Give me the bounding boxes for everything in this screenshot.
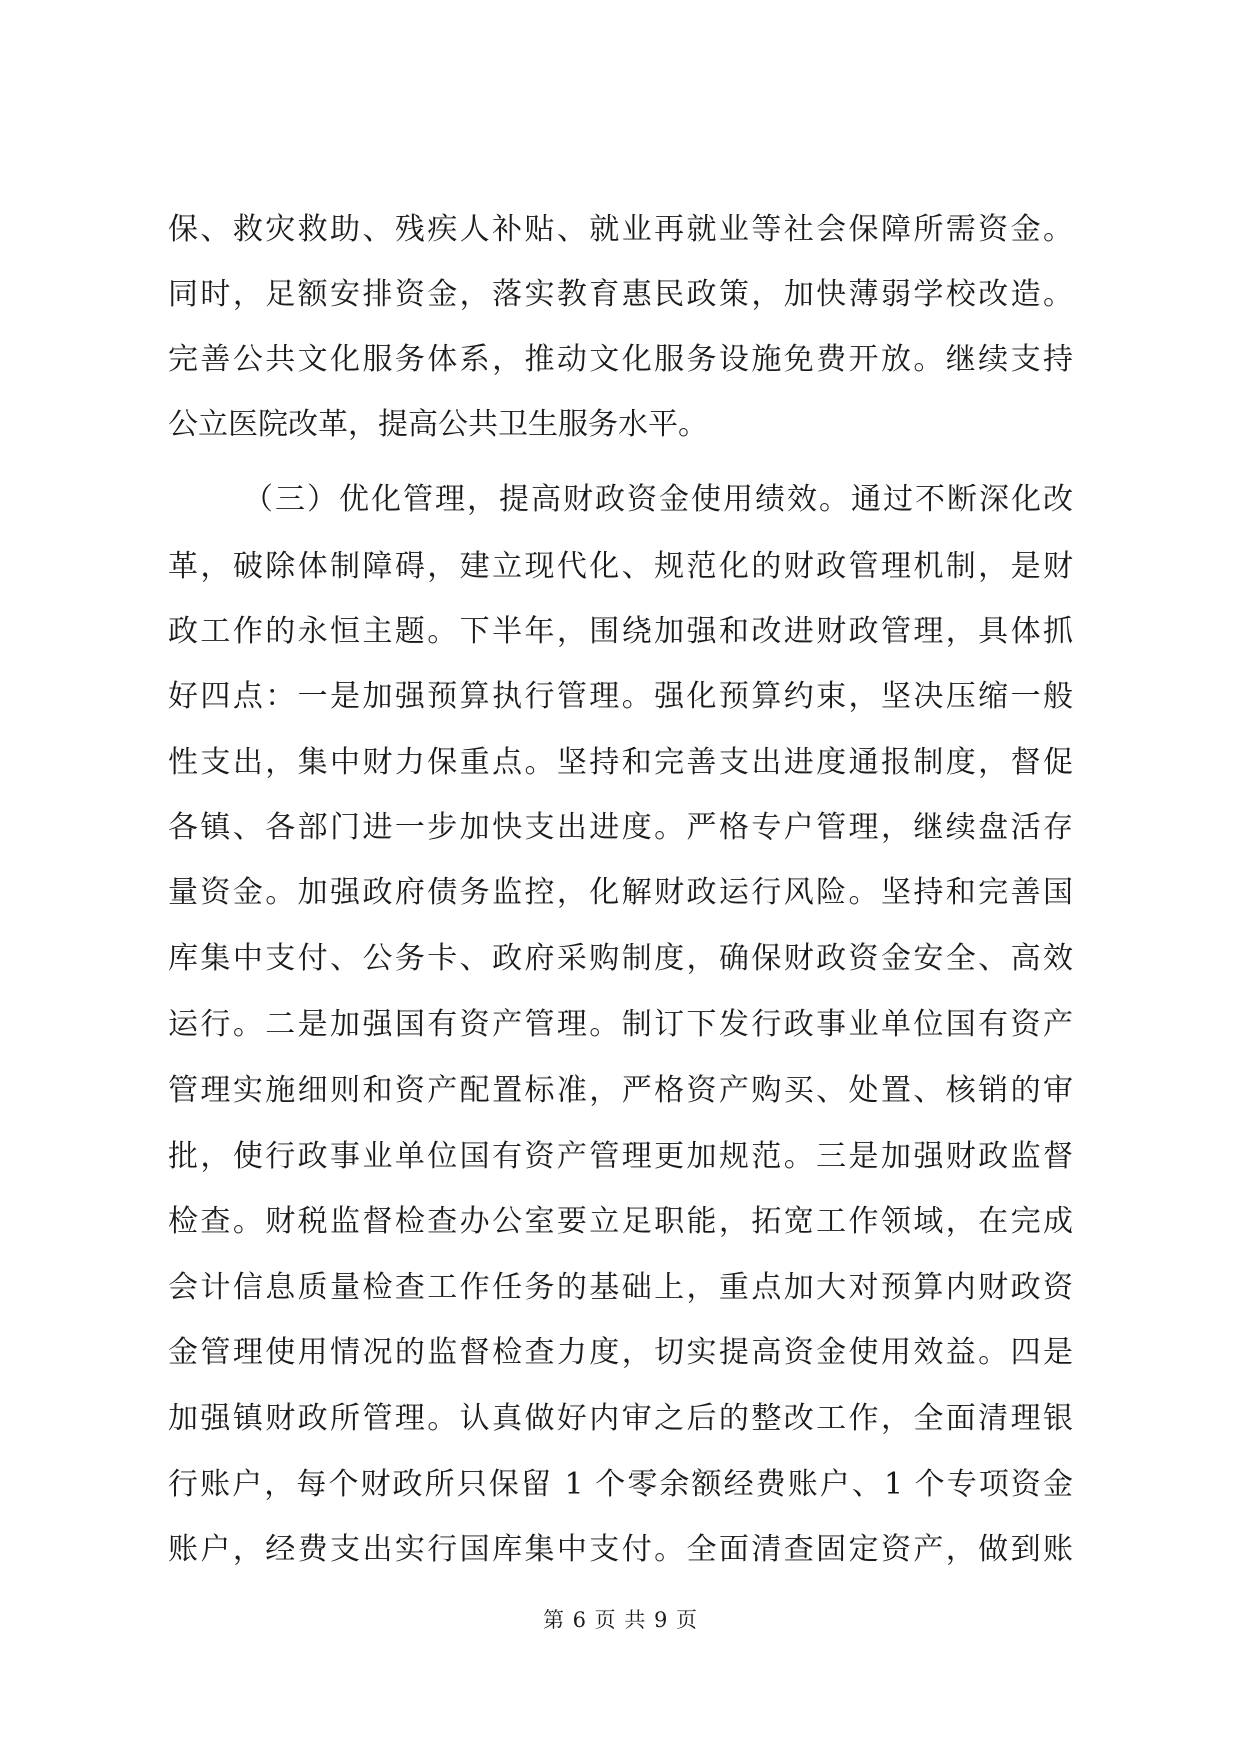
body-text-line: 同时，足额安排资金，落实教育惠民政策，加快薄弱学校改造。 xyxy=(168,277,1073,312)
body-text-line: 管理实施细则和资产配置标准，严格资产购买、处置、核销的审 xyxy=(168,1073,1073,1108)
page-number-footer: 第 6 页 共 9 页 xyxy=(542,1608,699,1632)
body-text-line: 运行。二是加强国有资产管理。制订下发行政事业单位国有资产 xyxy=(168,1007,1073,1042)
body-text-line: 完善公共文化服务体系，推动文化服务设施免费开放。继续支持 xyxy=(168,342,1073,377)
body-text-line: 保、救灾救助、残疾人补贴、就业再就业等社会保障所需资金。 xyxy=(168,212,1073,247)
body-text-line: 会计信息质量检查工作任务的基础上，重点加大对预算内财政资 xyxy=(168,1270,1073,1305)
body-text-line: 公立医院改革，提高公共卫生服务水平。 xyxy=(168,407,708,442)
body-text-line: 量资金。加强政府债务监控，化解财政运行风险。坚持和完善国 xyxy=(168,875,1073,910)
body-text-line: 批，使行政事业单位国有资产管理更加规范。三是加强财政监督 xyxy=(168,1139,1073,1174)
body-text-line: 各镇、各部门进一步加快支出进度。严格专户管理，继续盘活存 xyxy=(168,810,1073,845)
body-text-line: 行账户，每个财政所只保留 1 个零余额经费账户、1 个专项资金 xyxy=(168,1467,1073,1502)
body-text-line: 库集中支付、公务卡、政府采购制度，确保财政资金安全、高效 xyxy=(168,941,1073,976)
section-heading-line: （三）优化管理，提高财政资金使用绩效。通过不断深化改 xyxy=(243,482,1073,517)
body-text-line: 好四点：一是加强预算执行管理。强化预算约束，坚决压缩一般 xyxy=(168,679,1073,714)
body-text-line: 加强镇财政所管理。认真做好内审之后的整改工作，全面清理银 xyxy=(168,1401,1073,1436)
body-text-line: 革，破除体制障碍，建立现代化、规范化的财政管理机制，是财 xyxy=(168,549,1073,584)
body-text-line: 账户，经费支出实行国库集中支付。全面清查固定资产，做到账 xyxy=(168,1532,1073,1567)
body-text-line: 性支出，集中财力保重点。坚持和完善支出进度通报制度，督促 xyxy=(168,745,1073,780)
body-text-line: 检查。财税监督检查办公室要立足职能，拓宽工作领域，在完成 xyxy=(168,1204,1073,1239)
body-text-line: 政工作的永恒主题。下半年，围绕加强和改进财政管理，具体抓 xyxy=(168,614,1073,649)
body-text-line: 金管理使用情况的监督检查力度，切实提高资金使用效益。四是 xyxy=(168,1335,1073,1370)
